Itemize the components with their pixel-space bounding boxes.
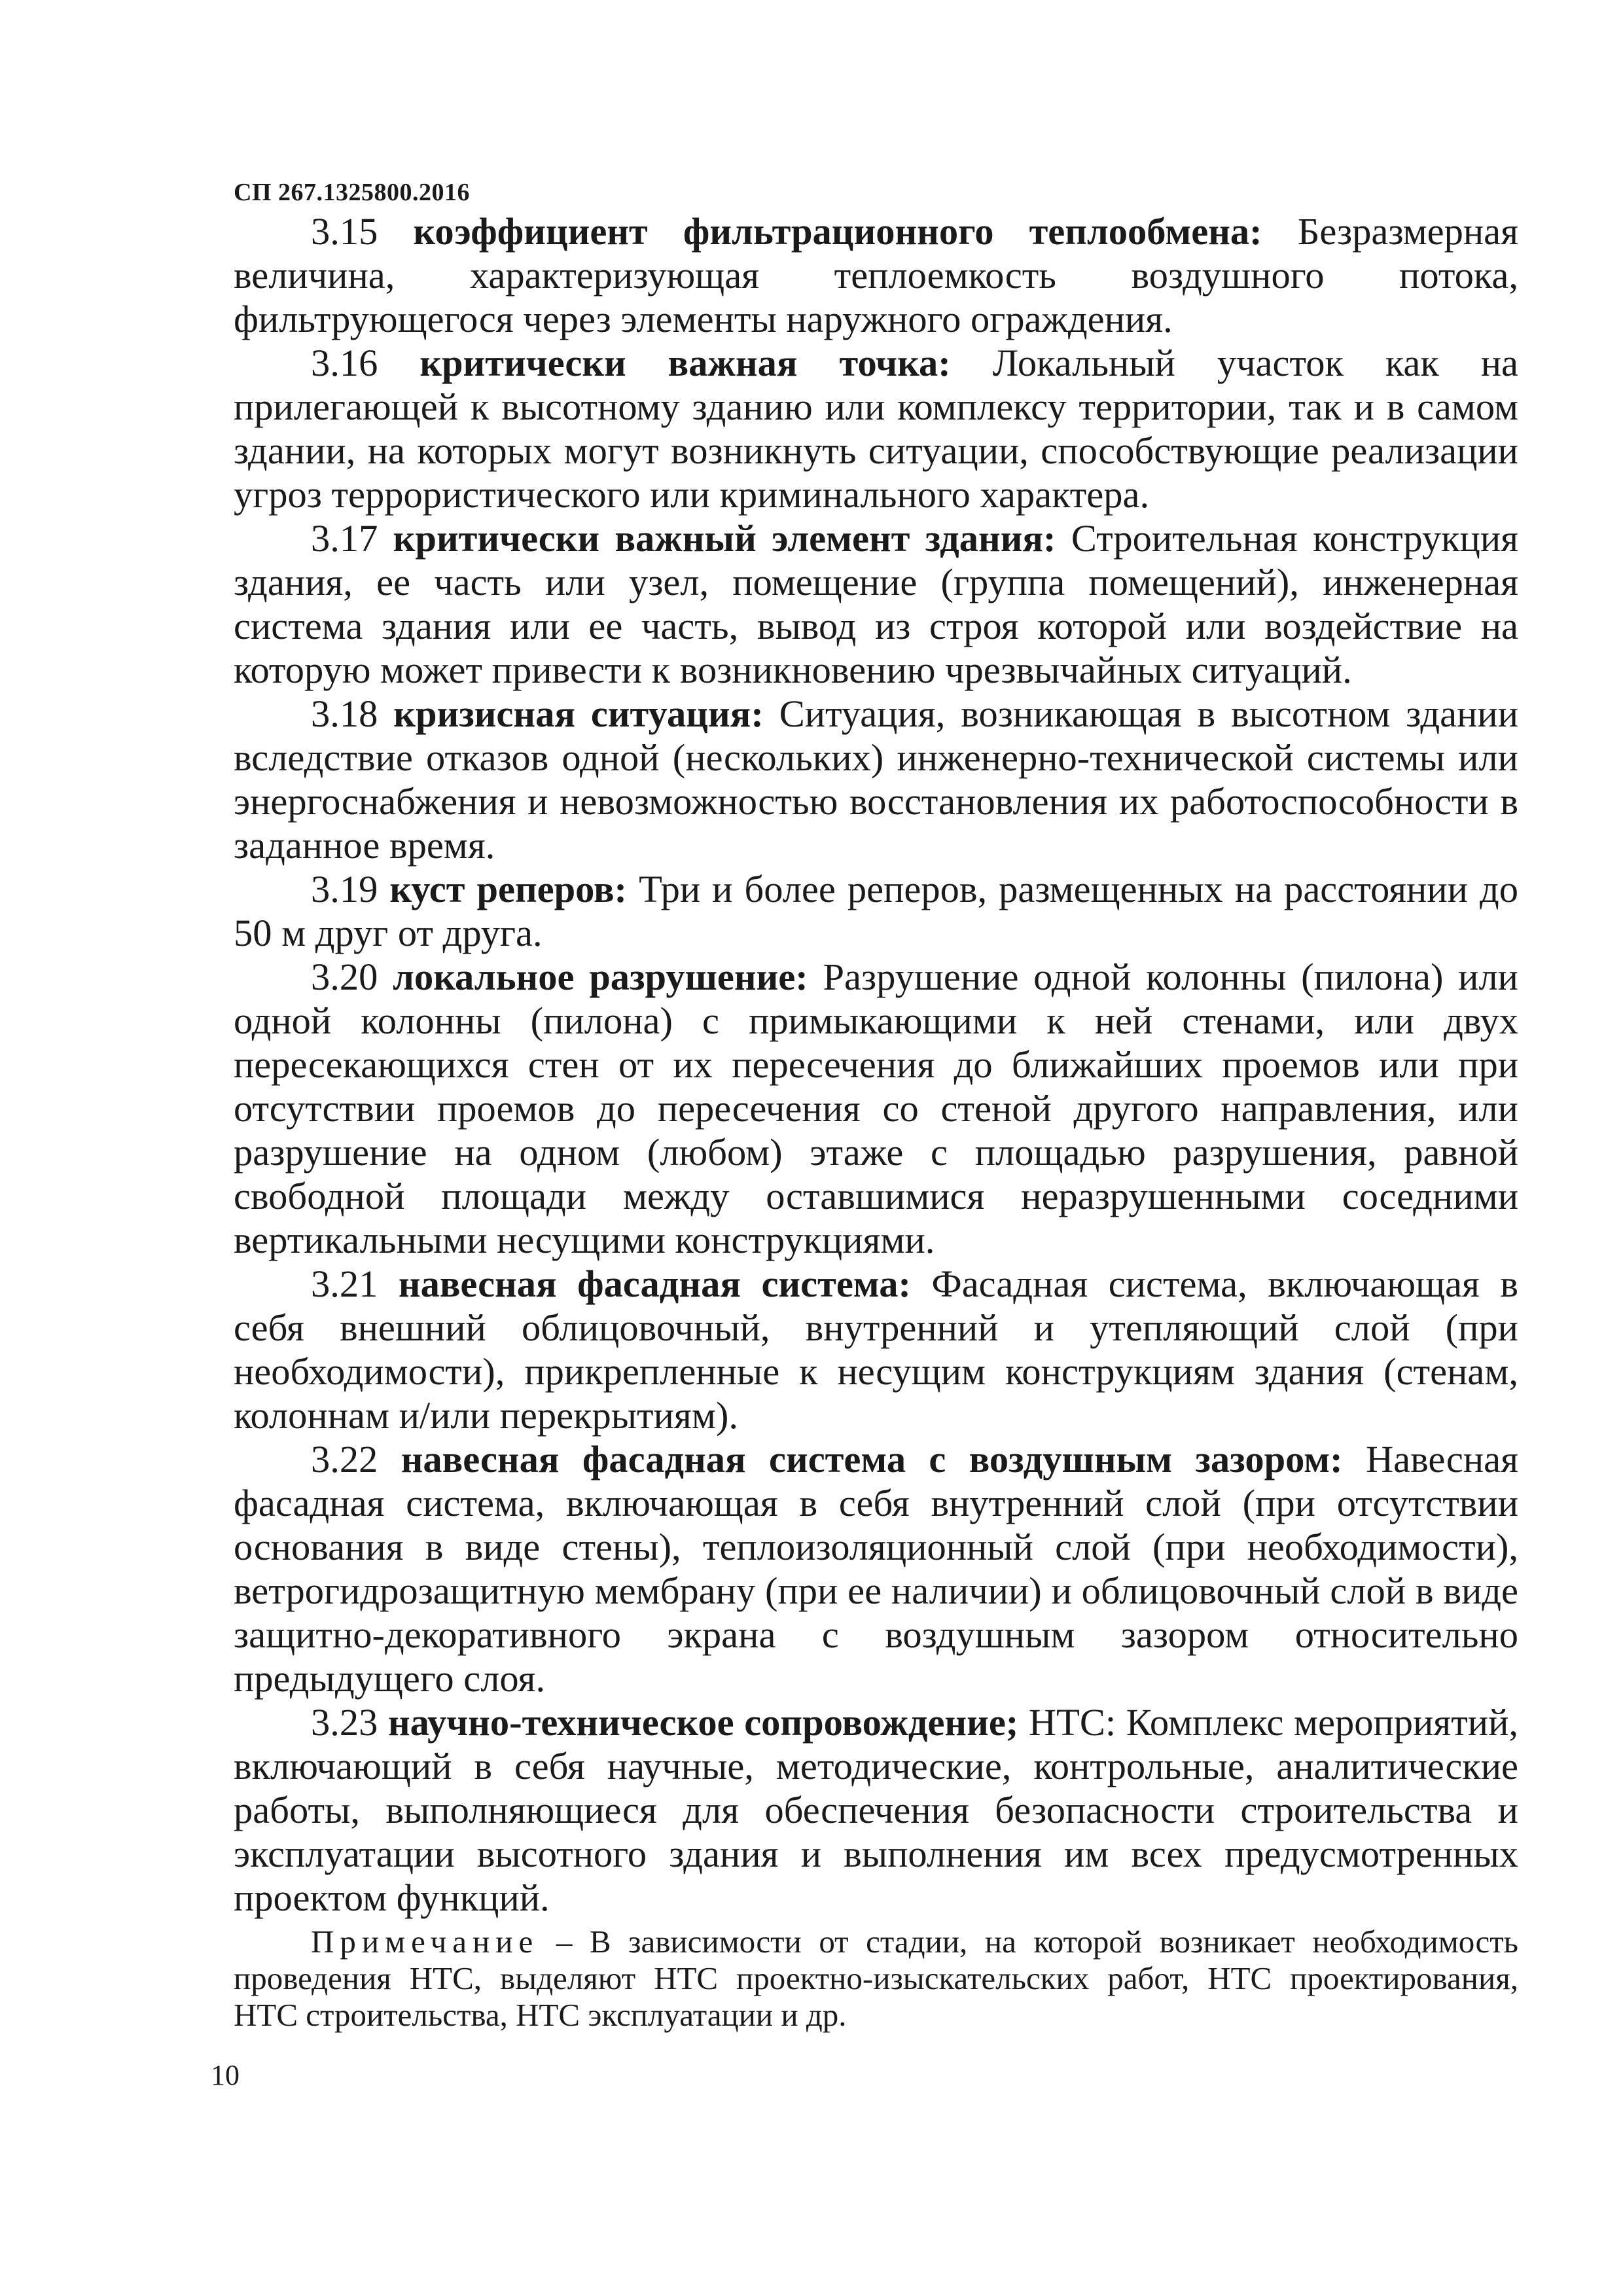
term-number: 3.17 xyxy=(311,517,378,560)
term-title: куст реперов: xyxy=(389,868,628,910)
term-number: 3.21 xyxy=(311,1263,378,1305)
term-number: 3.20 xyxy=(311,956,378,998)
term-definition: Локальный участок как на прилегающей к высотному зданию или комплексу территории, так и в самом здании, на которых могут возникнуть ситуации, способствующие реализации угроз террористического или криминального характера. xyxy=(234,342,1519,516)
term-number: 3.16 xyxy=(311,342,378,384)
term-3-23 xyxy=(234,1700,1518,1920)
term-title: критически важная точка: xyxy=(419,342,951,384)
term-definition: НТС: Комплекс мероприятий, включающий в себя научные, методические, контрольные, аналитические работы, выполняющиеся для обеспечения безопасности строительства и эксплуатации высотного здания и выполнения им всех предусмотренных проектом функций. xyxy=(234,1701,1519,1919)
term-3-18 xyxy=(234,692,1518,867)
term-definition: Ситуация, возникающая в высотном здании вследствие отказов одной (нескольких) инженерно-технической системы или энергоснабжения и невозможностью восстановления их работоспособности в заданное время. xyxy=(234,692,1518,867)
document-page xyxy=(234,177,1518,2034)
term-definition: Навесная фасадная система, включающая в себя внутренний слой (при отсутствии основания в виде стены), теплоизоляционный слой (при необходимости), ветрогидрозащитную мембрану (при ее наличии) и облицовочный слой в виде защитно-декоративного экрана с воздушным зазором относительно предыдущего слоя. xyxy=(234,1438,1518,1700)
term-title: навесная фасадная система: xyxy=(398,1263,911,1305)
term-3-17 xyxy=(234,516,1518,692)
term-definition: Фасадная система, включающая в себя внешний облицовочный, внутренний и утепляющий слой (при необходимости), прикрепленные к несущим конструкциям здания (стенам, колоннам и/или перекрытиям). xyxy=(234,1263,1519,1437)
term-title: кризисная ситуация: xyxy=(393,692,764,735)
note-label: Примечание xyxy=(311,1924,539,1960)
term-title: локальное разрушение: xyxy=(393,956,808,998)
term-number: 3.22 xyxy=(311,1438,378,1480)
note-text: – В зависимости от стадии, на которой возникает необходимость проведения НТС, выделяют НТС проектно-изыскательских работ, НТС проектирования, НТС строительства, НТС эксплуатации и др. xyxy=(234,1924,1518,2033)
term-definition: Разрушение одной колонны (пилона) или одной колонны (пилона) с примыкающими к ней стенами, или двух пересекающихся стен от их пересечения до ближайших проемов или при отсутствии проемов до пересечения со стеной другого направления, или разрушение на одном (любом) этаже с площадью разрушения, равной свободной площади между оставшимися неразрушенными соседними вертикальными несущими конструкциями. xyxy=(234,956,1518,1261)
term-definition: Безразмерная величина, характеризующая теплоемкость воздушного потока, фильтрующегося через элементы наружного ограждения. xyxy=(234,210,1519,340)
term-3-22 xyxy=(234,1437,1518,1700)
note xyxy=(234,1924,1518,2034)
term-number: 3.18 xyxy=(311,692,378,735)
term-definition: Три и более реперов, размещенных на расстоянии до 50 м друг от друга. xyxy=(234,868,1519,954)
term-3-16 xyxy=(234,341,1518,516)
term-title: научно-техническое сопровождение; xyxy=(387,1701,1019,1744)
term-title: коэффициент фильтрационного теплообмена: xyxy=(413,210,1262,253)
term-definition: Строительная конструкция здания, ее часть или узел, помещение (группа помещений), инженерная система здания или ее часть, вывод из строя которой или воздействие на которую может привести к возникновению чрезвычайных ситуаций. xyxy=(234,517,1519,691)
page-number: 10 xyxy=(211,2059,240,2091)
term-number: 3.15 xyxy=(311,210,378,253)
term-title: навесная фасадная система с воздушным зазором: xyxy=(401,1438,1343,1480)
term-3-19 xyxy=(234,867,1518,955)
term-3-20 xyxy=(234,955,1518,1262)
term-3-21 xyxy=(234,1262,1518,1437)
term-title: критически важный элемент здания: xyxy=(393,517,1056,560)
term-number: 3.19 xyxy=(311,868,378,910)
term-number: 3.23 xyxy=(311,1701,378,1744)
document-code: СП 267.1325800.2016 xyxy=(234,179,470,206)
term-3-15 xyxy=(234,209,1518,341)
